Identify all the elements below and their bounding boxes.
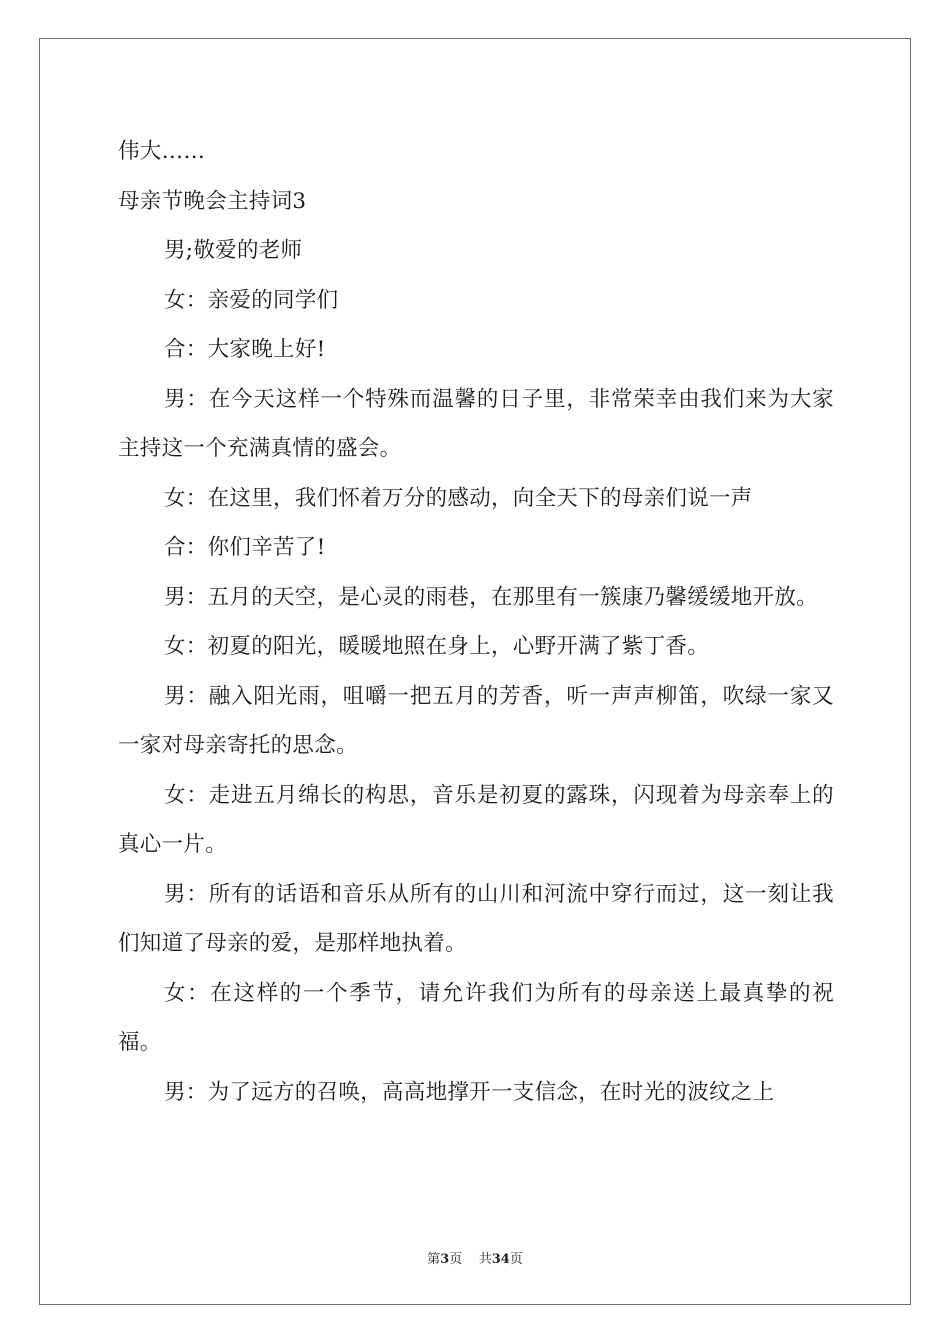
total-prefix: 共 <box>478 1252 492 1267</box>
paragraph: 女：在这里，我们怀着万分的感动，向全天下的母亲们说一声 <box>164 485 753 511</box>
paragraph: 合：大家晚上好! <box>164 337 326 362</box>
paragraph: 女：亲爱的同学们 <box>164 287 339 313</box>
paragraph: 女：初夏的阳光，暖暖地照在身上，心野开满了紫丁香。 <box>164 634 710 659</box>
page-suffix: 页 <box>449 1252 463 1267</box>
paragraph: 男;敬爱的老师 <box>164 238 303 263</box>
paragraph: 男：五月的天空，是心灵的雨巷，在那里有一簇康乃馨缓缓地开放。 <box>164 584 819 610</box>
page-footer <box>0 1248 950 1267</box>
total-suffix: 页 <box>509 1252 523 1267</box>
paragraph: 伟大…… <box>118 139 206 164</box>
paragraph: 男：在今天这样一个特殊而温馨的日子里，非常荣幸由我们来为大家主持这一个充满真情的盛会。 <box>118 386 834 461</box>
document-body <box>118 127 834 1117</box>
page-number: 3 <box>440 1252 450 1267</box>
paragraph: 合：你们辛苦了! <box>164 535 326 560</box>
section-heading: 母亲节晚会主持词3 <box>118 188 307 214</box>
total-pages: 34 <box>491 1252 510 1267</box>
paragraph: 男：为了远方的召唤，高高地撑开一支信念，在时光的波纹之上 <box>164 1079 775 1105</box>
paragraph: 女：在这样的一个季节，请允许我们为所有的母亲送上最真挚的祝福。 <box>118 980 834 1055</box>
paragraph: 女：走进五月绵长的构思，音乐是初夏的露珠，闪现着为母亲奉上的真心一片。 <box>118 782 834 857</box>
paragraph: 男：融入阳光雨，咀嚼一把五月的芳香，听一声声柳笛，吹绿一家又一家对母亲寄托的思念。 <box>118 683 834 758</box>
page-prefix: 第 <box>427 1252 441 1267</box>
paragraph: 男：所有的话语和音乐从所有的山川和河流中穿行而过，这一刻让我们知道了母亲的爱，是那样地执着。 <box>118 881 834 956</box>
